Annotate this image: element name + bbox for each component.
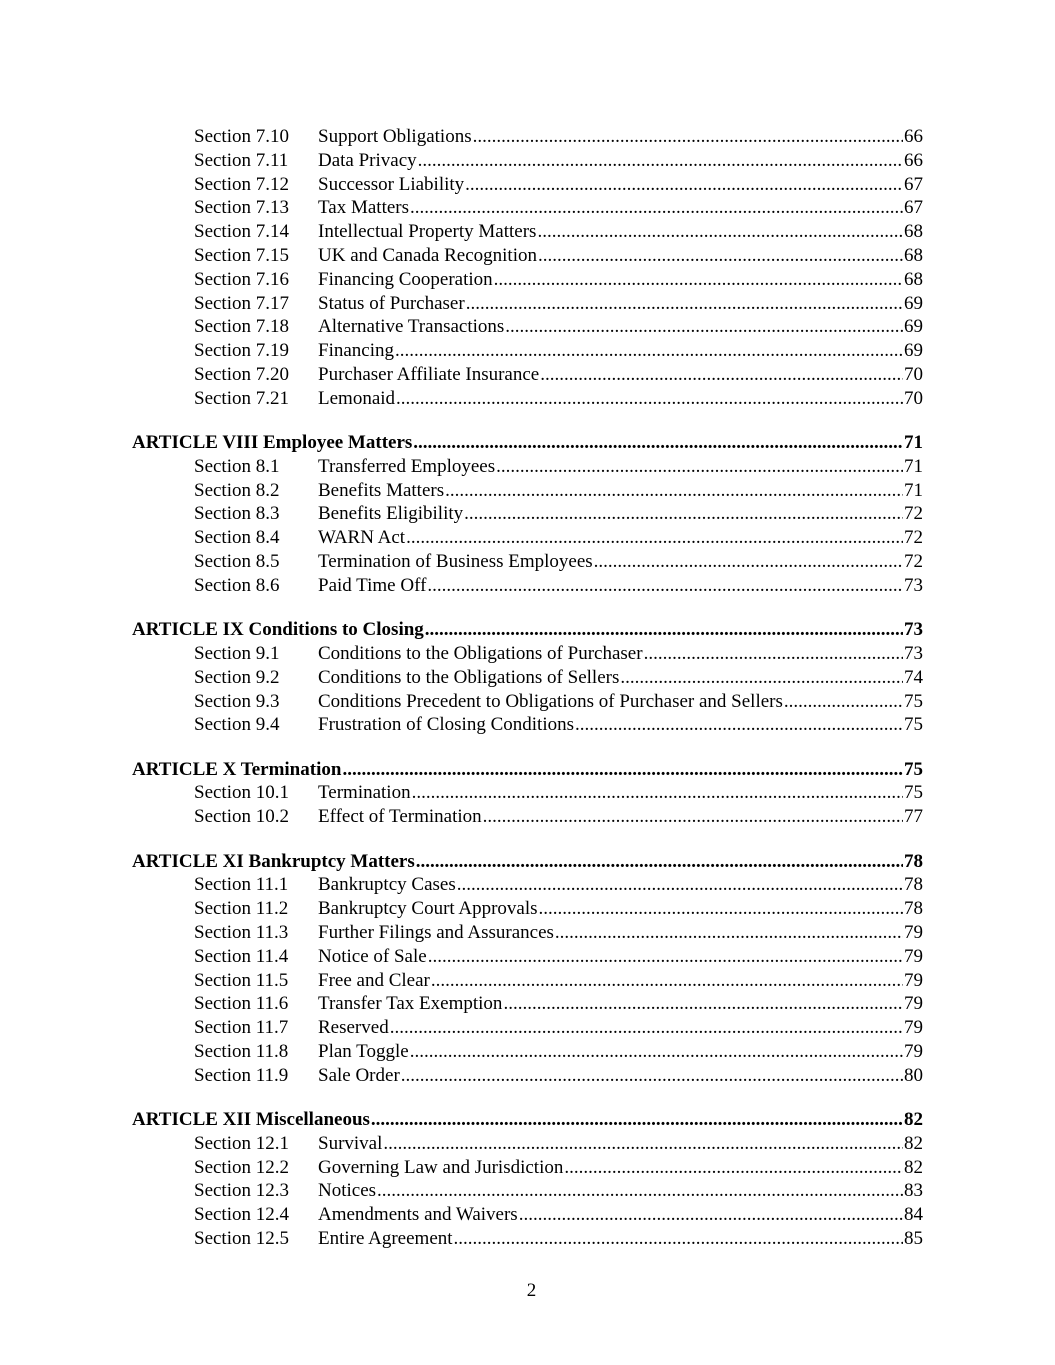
- toc-section-entry[interactable]: [0, 292, 1055, 316]
- section-title: Conditions to the Obligations of Purchaser: [318, 642, 643, 664]
- section-title: Further Filings and Assurances: [318, 921, 554, 943]
- group-spacer: [0, 829, 1055, 850]
- toc-leader-line: [318, 268, 923, 292]
- toc-leader-line: [318, 339, 923, 363]
- toc-section-entry[interactable]: [0, 945, 1055, 969]
- section-title: Paid Time Off: [318, 574, 427, 596]
- section-number: Section 10.1: [194, 782, 289, 804]
- dot-leader: [371, 1108, 903, 1132]
- dot-leader: [465, 173, 903, 197]
- toc-leader-line: [318, 149, 923, 173]
- toc-section-entry[interactable]: [0, 315, 1055, 339]
- dot-leader: [410, 1040, 903, 1064]
- section-page-number: 70: [904, 363, 923, 385]
- toc-section-entry[interactable]: [0, 781, 1055, 805]
- section-number: Section 7.10: [194, 126, 289, 147]
- toc-section-entry[interactable]: [0, 690, 1055, 714]
- group-spacer: [0, 1087, 1055, 1108]
- article-title: ARTICLE X Termination: [132, 758, 342, 780]
- section-page-number: 68: [904, 221, 923, 243]
- toc-section-entry[interactable]: [0, 1227, 1055, 1251]
- toc-leader-line: [318, 690, 923, 714]
- toc-leader-line: [318, 292, 923, 316]
- section-number: Section 12.3: [194, 1180, 289, 1202]
- section-title: Governing Law and Jurisdiction: [318, 1156, 564, 1178]
- dot-leader: [425, 618, 903, 642]
- toc-section-entry[interactable]: [0, 713, 1055, 737]
- toc-leader-line: [132, 850, 923, 874]
- section-page-number: 79: [904, 1017, 923, 1039]
- section-page-number: 72: [904, 527, 923, 549]
- section-title: Intellectual Property Matters: [318, 221, 537, 243]
- section-title: Amendments and Waivers: [318, 1204, 518, 1226]
- toc-section-entry[interactable]: [0, 455, 1055, 479]
- toc-leader-line: [318, 992, 923, 1016]
- section-number: Section 8.3: [194, 503, 280, 525]
- dot-leader: [519, 1203, 903, 1227]
- section-number: Section 8.4: [194, 527, 280, 549]
- toc-leader-line: [318, 1156, 923, 1180]
- dot-leader: [431, 969, 903, 993]
- dot-leader: [494, 268, 903, 292]
- toc-leader-line: [318, 502, 923, 526]
- section-page-number: 70: [904, 387, 923, 409]
- section-title: Transferred Employees: [318, 455, 496, 477]
- section-title: Notices: [318, 1180, 377, 1202]
- toc-leader-line: [318, 945, 923, 969]
- toc-section-entry[interactable]: [0, 479, 1055, 503]
- dot-leader: [454, 1227, 903, 1251]
- section-page-number: 80: [904, 1064, 923, 1086]
- section-title: Reserved: [318, 1017, 389, 1039]
- article-page-number: 82: [904, 1108, 923, 1130]
- section-number: Section 10.2: [194, 806, 289, 828]
- toc-article-entry[interactable]: [0, 758, 1055, 782]
- toc-leader-line: [318, 666, 923, 690]
- dot-leader: [412, 781, 903, 805]
- toc-leader-line: [132, 758, 923, 782]
- section-title: Plan Toggle: [318, 1040, 409, 1062]
- section-title: Tax Matters: [318, 197, 410, 219]
- dot-leader: [505, 315, 903, 339]
- section-title: WARN Act: [318, 527, 406, 549]
- section-page-number: 77: [904, 806, 923, 828]
- section-page-number: 83: [904, 1180, 923, 1202]
- section-page-number: 79: [904, 993, 923, 1015]
- section-title: Support Obligations: [318, 126, 472, 147]
- toc-section-entry[interactable]: [0, 173, 1055, 197]
- section-title: Frustration of Closing Conditions: [318, 714, 574, 736]
- section-page-number: 72: [904, 551, 923, 573]
- section-number: Section 9.1: [194, 642, 280, 664]
- dot-leader: [537, 220, 903, 244]
- toc-section-entry[interactable]: [0, 125, 1055, 149]
- section-number: Section 8.2: [194, 479, 280, 501]
- section-page-number: 85: [904, 1227, 923, 1249]
- dot-leader: [620, 666, 903, 690]
- section-title: Financing: [318, 340, 394, 362]
- section-number: Section 7.12: [194, 173, 289, 195]
- table-of-contents: [0, 125, 1055, 1251]
- toc-section-entry[interactable]: [0, 1016, 1055, 1040]
- section-page-number: 75: [904, 690, 923, 712]
- toc-section-entry[interactable]: [0, 1179, 1055, 1203]
- dot-leader: [428, 945, 903, 969]
- toc-leader-line: [318, 125, 923, 149]
- section-number: Section 11.2: [194, 898, 289, 920]
- section-page-number: 79: [904, 969, 923, 991]
- toc-leader-line: [318, 1016, 923, 1040]
- section-number: Section 7.11: [194, 149, 289, 171]
- toc-section-entry[interactable]: [0, 574, 1055, 598]
- toc-leader-line: [318, 387, 923, 411]
- dot-leader: [464, 502, 903, 526]
- page-number: 2: [526, 1280, 537, 1301]
- section-number: Section 11.1: [194, 874, 289, 896]
- toc-leader-line: [132, 618, 923, 642]
- group-spacer: [0, 737, 1055, 758]
- toc-section-entry[interactable]: [0, 1156, 1055, 1180]
- toc-leader-line: [318, 873, 923, 897]
- dot-leader: [555, 921, 903, 945]
- dot-leader: [445, 479, 903, 503]
- section-page-number: 72: [904, 503, 923, 525]
- section-page-number: 69: [904, 316, 923, 338]
- article-page-number: 75: [904, 758, 923, 780]
- toc-leader-line: [318, 897, 923, 921]
- section-page-number: 75: [904, 782, 923, 804]
- dot-leader: [418, 149, 903, 173]
- section-title: Transfer Tax Exemption: [318, 993, 503, 1015]
- section-number: Section 12.1: [194, 1132, 289, 1154]
- toc-leader-line: [318, 550, 923, 574]
- article-title: ARTICLE XI Bankruptcy Matters: [132, 850, 415, 872]
- section-number: Section 12.5: [194, 1227, 289, 1249]
- section-page-number: 71: [904, 479, 923, 501]
- section-number: Section 7.21: [194, 387, 289, 409]
- section-number: Section 8.6: [194, 574, 280, 596]
- toc-section-entry[interactable]: [0, 873, 1055, 897]
- section-title: Benefits Eligibility: [318, 503, 464, 525]
- toc-section-entry[interactable]: [0, 502, 1055, 526]
- section-page-number: 79: [904, 921, 923, 943]
- toc-article-entry[interactable]: [0, 431, 1055, 455]
- article-page-number: 73: [904, 619, 923, 641]
- toc-leader-line: [318, 220, 923, 244]
- toc-section-entry[interactable]: [0, 992, 1055, 1016]
- section-title: Free and Clear: [318, 969, 430, 991]
- section-title: Bankruptcy Cases: [318, 874, 456, 896]
- toc-section-entry[interactable]: [0, 897, 1055, 921]
- section-number: Section 7.16: [194, 268, 289, 290]
- dot-leader: [540, 363, 903, 387]
- dot-leader: [390, 1016, 903, 1040]
- dot-leader: [644, 642, 903, 666]
- section-title: Purchaser Affiliate Insurance: [318, 363, 540, 385]
- section-title: Alternative Transactions: [318, 316, 505, 338]
- toc-article-entry[interactable]: [0, 618, 1055, 642]
- dot-leader: [427, 574, 903, 598]
- toc-section-entry[interactable]: [0, 387, 1055, 411]
- section-title: Bankruptcy Court Approvals: [318, 898, 538, 920]
- section-number: Section 7.18: [194, 316, 289, 338]
- toc-leader-line: [318, 805, 923, 829]
- dot-leader: [395, 339, 903, 363]
- toc-section-entry[interactable]: [0, 339, 1055, 363]
- article-title: ARTICLE VIII Employee Matters: [132, 432, 413, 454]
- section-title: UK and Canada Recognition: [318, 244, 537, 266]
- section-number: Section 7.17: [194, 292, 289, 314]
- section-title: Termination of Business Employees: [318, 551, 593, 573]
- toc-section-entry[interactable]: [0, 1132, 1055, 1156]
- dot-leader: [496, 455, 903, 479]
- section-title: Successor Liability: [318, 173, 465, 195]
- section-number: Section 7.20: [194, 363, 289, 385]
- section-title: Financing Cooperation: [318, 268, 493, 290]
- section-page-number: 68: [904, 244, 923, 266]
- section-page-number: 67: [904, 197, 923, 219]
- toc-leader-line: [318, 526, 923, 550]
- section-title: Effect of Termination: [318, 806, 482, 828]
- toc-section-entry[interactable]: [0, 363, 1055, 387]
- toc-leader-line: [318, 315, 923, 339]
- article-title: ARTICLE XII Miscellaneous: [132, 1108, 370, 1130]
- section-page-number: 79: [904, 945, 923, 967]
- dot-leader: [342, 758, 903, 782]
- toc-section-entry[interactable]: [0, 526, 1055, 550]
- section-page-number: 74: [904, 666, 923, 688]
- section-page-number: 79: [904, 1040, 923, 1062]
- toc-section-entry[interactable]: [0, 196, 1055, 220]
- section-title: Data Privacy: [318, 149, 417, 171]
- toc-leader-line: [318, 1203, 923, 1227]
- dot-leader: [538, 244, 903, 268]
- toc-leader-line: [318, 1132, 923, 1156]
- toc-leader-line: [318, 574, 923, 598]
- toc-section-entry[interactable]: [0, 149, 1055, 173]
- toc-leader-line: [318, 1064, 923, 1088]
- section-page-number: 82: [904, 1156, 923, 1178]
- section-title: Conditions to the Obligations of Sellers: [318, 666, 620, 688]
- dot-leader: [784, 690, 903, 714]
- dot-leader: [483, 805, 903, 829]
- dot-leader: [594, 550, 903, 574]
- section-page-number: 66: [904, 149, 923, 171]
- toc-leader-line: [318, 642, 923, 666]
- dot-leader: [406, 526, 903, 550]
- section-title: Sale Order: [318, 1064, 400, 1086]
- section-number: Section 7.14: [194, 221, 289, 243]
- section-page-number: 84: [904, 1204, 923, 1226]
- section-number: Section 12.4: [194, 1204, 289, 1226]
- toc-leader-line: [318, 969, 923, 993]
- toc-leader-line: [318, 1227, 923, 1251]
- dot-leader: [413, 431, 903, 455]
- dot-leader: [377, 1179, 903, 1203]
- toc-leader-line: [318, 173, 923, 197]
- section-title: Entire Agreement: [318, 1227, 453, 1249]
- section-page-number: 68: [904, 268, 923, 290]
- toc-leader-line: [318, 244, 923, 268]
- dot-leader: [396, 387, 903, 411]
- section-page-number: 67: [904, 173, 923, 195]
- dot-leader: [410, 196, 903, 220]
- toc-section-entry[interactable]: [0, 550, 1055, 574]
- section-page-number: 69: [904, 292, 923, 314]
- section-page-number: 66: [904, 126, 923, 147]
- section-title: Conditions Precedent to Obligations of Purchaser and Sellers: [318, 690, 783, 712]
- toc-leader-line: [318, 479, 923, 503]
- toc-section-entry[interactable]: [0, 969, 1055, 993]
- article-title: ARTICLE IX Conditions to Closing: [132, 619, 424, 641]
- section-page-number: 78: [904, 874, 923, 896]
- toc-leader-line: [318, 1040, 923, 1064]
- section-number: Section 9.3: [194, 690, 280, 712]
- section-number: Section 11.7: [194, 1017, 289, 1039]
- dot-leader: [575, 713, 903, 737]
- toc-section-entry[interactable]: [0, 1064, 1055, 1088]
- section-number: Section 11.4: [194, 945, 289, 967]
- toc-section-entry[interactable]: [0, 220, 1055, 244]
- toc-section-entry[interactable]: [0, 1040, 1055, 1064]
- section-title: Termination: [318, 782, 411, 804]
- section-title: Notice of Sale: [318, 945, 427, 967]
- toc-section-entry[interactable]: [0, 268, 1055, 292]
- section-page-number: 78: [904, 898, 923, 920]
- toc-section-entry[interactable]: [0, 244, 1055, 268]
- toc-leader-line: [318, 196, 923, 220]
- toc-section-entry[interactable]: [0, 642, 1055, 666]
- section-number: Section 9.2: [194, 666, 280, 688]
- toc-leader-line: [318, 1179, 923, 1203]
- toc-leader-line: [318, 713, 923, 737]
- section-page-number: 69: [904, 340, 923, 362]
- section-page-number: 73: [904, 574, 923, 596]
- section-title: Benefits Matters: [318, 479, 445, 501]
- section-number: Section 9.4: [194, 714, 280, 736]
- toc-leader-line: [318, 781, 923, 805]
- dot-leader: [416, 850, 903, 874]
- section-number: Section 11.9: [194, 1064, 289, 1086]
- section-page-number: 73: [904, 642, 923, 664]
- toc-section-entry[interactable]: [0, 805, 1055, 829]
- toc-section-entry[interactable]: [0, 666, 1055, 690]
- dot-leader: [503, 992, 903, 1016]
- section-title: Lemonaid: [318, 387, 396, 409]
- article-page-number: 78: [904, 850, 923, 872]
- dot-leader: [539, 897, 903, 921]
- section-page-number: 71: [904, 455, 923, 477]
- group-spacer: [0, 598, 1055, 619]
- section-number: Section 12.2: [194, 1156, 289, 1178]
- article-page-number: 71: [904, 432, 923, 454]
- dot-leader: [564, 1156, 903, 1180]
- toc-article-entry[interactable]: [0, 1108, 1055, 1132]
- section-title: Status of Purchaser: [318, 292, 465, 314]
- section-number: Section 7.15: [194, 244, 289, 266]
- section-page-number: 82: [904, 1132, 923, 1154]
- toc-leader-line: [132, 431, 923, 455]
- section-number: Section 8.1: [194, 455, 280, 477]
- dot-leader: [466, 292, 903, 316]
- section-number: Section 11.3: [194, 921, 289, 943]
- dot-leader: [401, 1064, 903, 1088]
- section-number: Section 11.5: [194, 969, 289, 991]
- section-title: Survival: [318, 1132, 383, 1154]
- toc-section-entry[interactable]: [0, 1203, 1055, 1227]
- dot-leader: [473, 125, 903, 149]
- section-page-number: 75: [904, 714, 923, 736]
- toc-leader-line: [318, 921, 923, 945]
- section-number: Section 11.8: [194, 1040, 289, 1062]
- toc-leader-line: [318, 455, 923, 479]
- toc-leader-line: [132, 1108, 923, 1132]
- section-number: Section 11.6: [194, 993, 289, 1015]
- dot-leader: [383, 1132, 903, 1156]
- section-number: Section 8.5: [194, 551, 280, 573]
- section-number: Section 7.13: [194, 197, 289, 219]
- group-spacer: [0, 411, 1055, 432]
- toc-section-entry[interactable]: [0, 921, 1055, 945]
- toc-leader-line: [318, 363, 923, 387]
- section-number: Section 7.19: [194, 340, 289, 362]
- toc-article-entry[interactable]: [0, 850, 1055, 874]
- dot-leader: [457, 873, 903, 897]
